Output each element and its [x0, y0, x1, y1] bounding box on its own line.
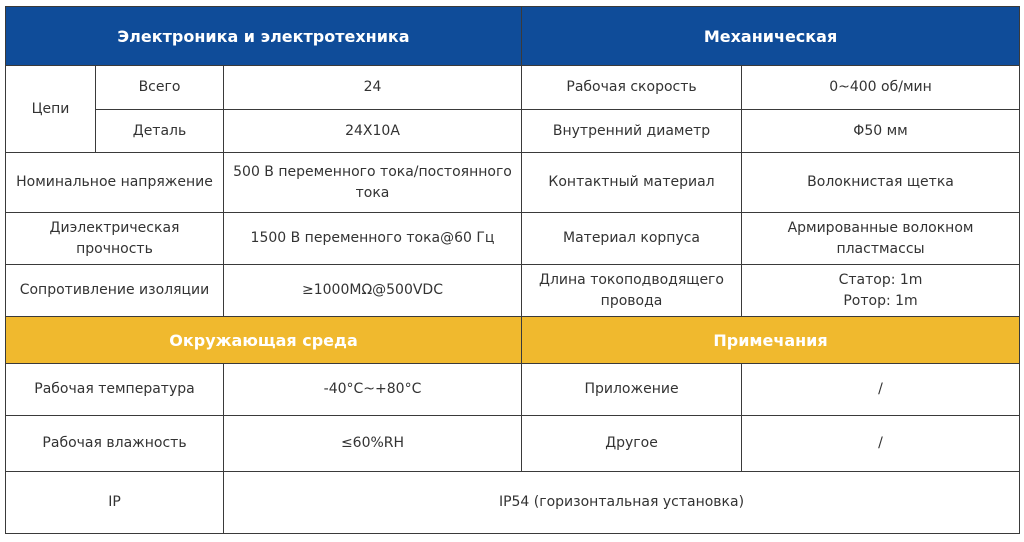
other-value: /: [742, 416, 1020, 472]
spec-table: [5, 6, 1020, 534]
table-row: [6, 472, 1020, 534]
housing-material-value: Армированные волокном пластмассы: [742, 213, 1020, 265]
inner-diameter-value: Φ50 мм: [742, 110, 1020, 153]
contact-material-value: Волокнистая щетка: [742, 153, 1020, 213]
application-value: /: [742, 364, 1020, 416]
mechanical-header: Механическая: [522, 7, 1020, 66]
lead-length-stator: Статор: 1m: [838, 271, 923, 288]
ip-value: IP54 (горизонтальная установка): [224, 472, 1020, 534]
contact-material-label: Контактный материал: [522, 153, 742, 213]
lead-length-label: Длина токоподводящего провода: [522, 265, 742, 317]
notes-header: Примечания: [522, 317, 1020, 364]
other-label: Другое: [522, 416, 742, 472]
table-row: [6, 153, 1020, 213]
temperature-label: Рабочая температура: [6, 364, 224, 416]
total-label: Всего: [96, 66, 224, 110]
lead-length-value: [742, 265, 1020, 317]
ip-label: IP: [6, 472, 224, 534]
insulation-value: ≥1000MΩ@500VDC: [224, 265, 522, 317]
insulation-label: Сопротивление изоляции: [6, 265, 224, 317]
dielectric-label: Диэлектрическая прочность: [6, 213, 224, 265]
humidity-label: Рабочая влажность: [6, 416, 224, 472]
lead-length-rotor: Ротор: 1m: [843, 292, 918, 309]
speed-label: Рабочая скорость: [522, 66, 742, 110]
table-row: [6, 265, 1020, 317]
electronics-header: Электроника и электротехника: [6, 7, 522, 66]
speed-value: 0~400 об/мин: [742, 66, 1020, 110]
inner-diameter-label: Внутренний диаметр: [522, 110, 742, 153]
header-row-top: [6, 7, 1020, 66]
table-row: [6, 364, 1020, 416]
circuits-label: Цепи: [6, 66, 96, 153]
detail-value: 24X10A: [224, 110, 522, 153]
header-row-middle: [6, 317, 1020, 364]
rated-voltage-value: 500 В переменного тока/постоянного тока: [224, 153, 522, 213]
table-row: [6, 416, 1020, 472]
environment-header: Окружающая среда: [6, 317, 522, 364]
humidity-value: ≤60%RH: [224, 416, 522, 472]
dielectric-value: 1500 В переменного тока@60 Гц: [224, 213, 522, 265]
application-label: Приложение: [522, 364, 742, 416]
table-row: [6, 110, 1020, 153]
total-value: 24: [224, 66, 522, 110]
rated-voltage-label: Номинальное напряжение: [6, 153, 224, 213]
table-row: [6, 66, 1020, 110]
detail-label: Деталь: [96, 110, 224, 153]
housing-material-label: Материал корпуса: [522, 213, 742, 265]
temperature-value: -40°C~+80°C: [224, 364, 522, 416]
table-row: [6, 213, 1020, 265]
